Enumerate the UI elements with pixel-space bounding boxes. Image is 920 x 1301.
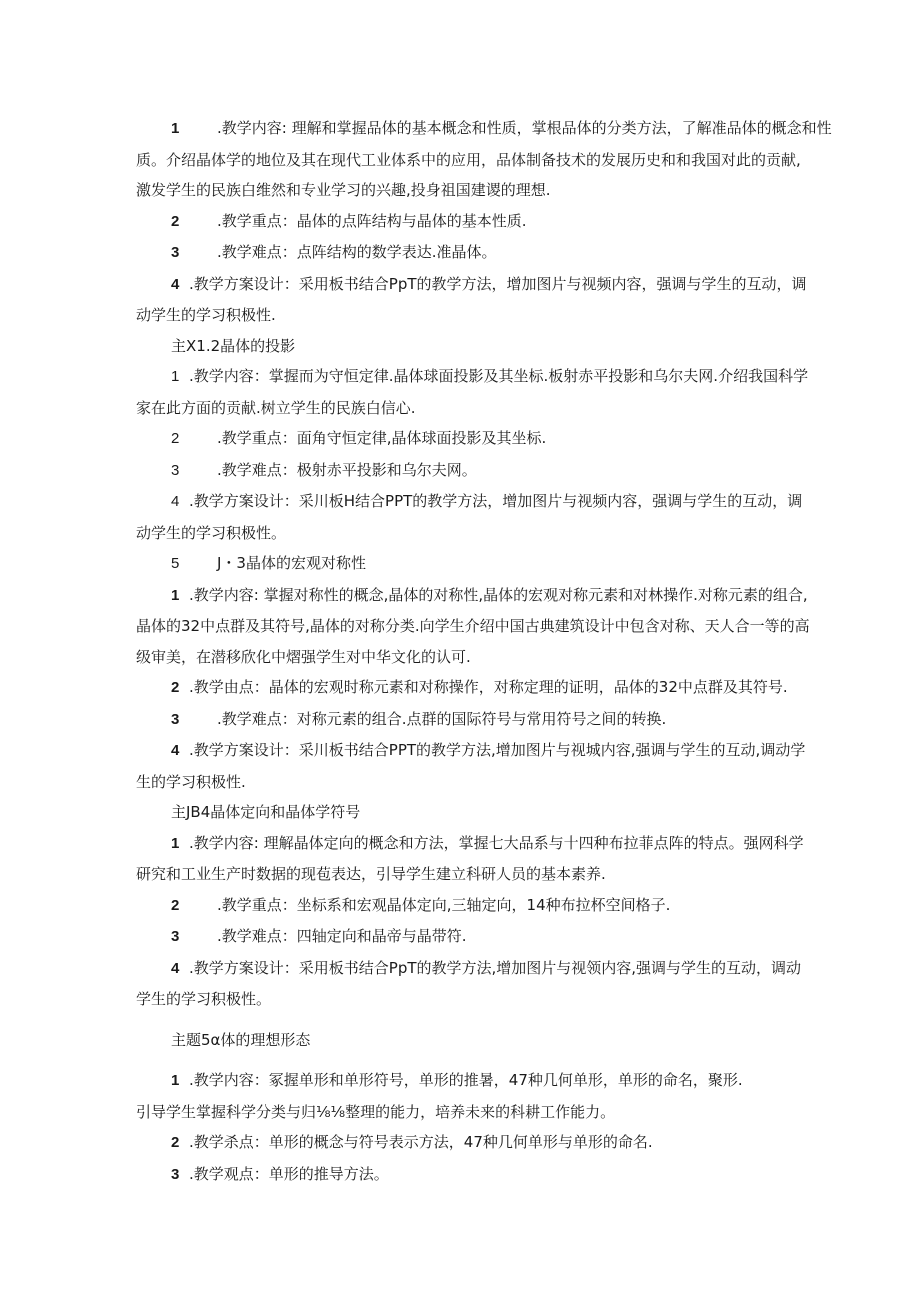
- item-number: 4: [171, 742, 180, 759]
- topic4-difficulty: 3 .教学难点：四轴定向和晶帝与晶带符.: [136, 921, 820, 953]
- topic1-difficulty: 3 .教学难点：点阵结构的数学表达.准晶体。: [136, 237, 820, 269]
- topic3-content-line2: 晶体的32中点群及其符号,晶体的对称分类.向学生介绍中国古典建筑设计中包含对称、天人合一等的高: [136, 617, 810, 635]
- topic1-key-points: 2 .教学重点：晶体的点阵结构与晶体的基本性质.: [136, 206, 820, 238]
- topic5-kill-points: 2 .教学杀点：单形的概念与符号表示方法，47种几何单形与单形的命名.: [136, 1127, 820, 1159]
- topic3-content-line3: 级审美，在潜移欣化中熠强学生对中华文化的认可.: [136, 647, 471, 666]
- topic2-content-line2: 家在此方面的贡献.树立学生的民族白信心.: [136, 398, 416, 417]
- document-body: [136, 113, 832, 1190]
- topic3-title: 5 J・3晶体的宏观对称性: [136, 548, 820, 580]
- topic2-difficulty: 3 .教学难点：极射赤平投影和乌尔夫网。: [136, 455, 820, 487]
- topic3-difficulty: 3 .教学难点：对称元素的组合.点群的国际符号与常用符号之间的转换.: [136, 704, 820, 736]
- topic3-content: 1 .教学内容: 掌握对称性的概念,晶体的对称性,晶体的宏观对称元素和对林操作.对称元素的组合,: [136, 580, 820, 612]
- topic2-design-line2: 动学生的学习积极性。: [136, 523, 287, 542]
- item-number: 4: [171, 493, 180, 510]
- item-number: 2: [171, 430, 180, 447]
- topic1-content-line3: 激发学生的民族白维然和专业学习的兴趣,投身祖国建谡的理想.: [136, 181, 551, 199]
- item-number: 3: [171, 461, 180, 479]
- topic5-title: 主题5α体的理想形态: [171, 1030, 311, 1049]
- item-number: 2: [171, 1134, 180, 1151]
- item-number: 1: [171, 120, 180, 137]
- item-number: 5: [171, 555, 180, 572]
- topic3-design: 4 .教学方案设计：采川板书结合PPT的教学方法,增加图片与视城内容,强调与学生的互动,调动学: [136, 735, 820, 767]
- item-number: 3: [171, 244, 180, 261]
- topic3-key-points: 2 .教学由点：晶体的宏观时称元素和对称操作，对称定理的证明，品体的32中点群及其符号.: [136, 672, 820, 704]
- topic1-content-line2: 质。介绍晶体学的地位及其在现代工业体系中的应用，品体制备技术的发展历史和和我国对此的贡献,: [136, 150, 801, 169]
- item-number: 2: [171, 212, 180, 230]
- item-number: 3: [171, 1165, 180, 1183]
- item-number: 4: [171, 275, 180, 293]
- topic1-design-line2: 动学生的学习积极性.: [136, 306, 276, 324]
- item-number: 4: [171, 959, 180, 977]
- item-number: 1: [171, 368, 180, 385]
- topic2-key-points: 2 .教学重点：面角守恒定律,晶体球面投影及其坐标.: [136, 423, 820, 455]
- topic4-content: 1 .教学内容: 理解晶体定向的概念和方法，掌握七大品系与十四种布拉菲点阵的特点。强网科学: [136, 828, 820, 860]
- item-number: 2: [171, 679, 180, 696]
- topic4-title: 主JB4晶体定向和晶体学符号: [171, 803, 361, 821]
- topic4-design: 4 .教学方案设计：采用板书结合PpT的教学方法,增加图片与视领内容,强调与学生的互动，调动: [136, 953, 820, 985]
- topic4-content-line2: 研究和工业生产时数据的现苞表达，引导学生建立科研人员的基本素养.: [136, 865, 606, 883]
- item-number: 1: [171, 1072, 180, 1089]
- topic4-key-points: 2 .教学重点：坐标系和宏观晶体定向,三轴定向，14种布拉杯空间格子.: [136, 890, 820, 922]
- topic3-design-line2: 生的学习积极性.: [136, 772, 246, 791]
- item-number: 1: [171, 586, 180, 604]
- item-number: 1: [171, 834, 180, 852]
- topic2-design: 4 .教学方案设计：采川板H结合PPT的教学方法，增加图片与视频内容，强调与学生的互动，调: [136, 486, 820, 518]
- item-number: 3: [171, 928, 180, 945]
- topic2-title: 主X1.2晶体的投影: [171, 336, 296, 355]
- item-number: 3: [171, 710, 180, 728]
- topic1-content: 1 .教学内容: 理解和掌握品体的基本概念和性质，掌根品体的分类方法，了解准品体的概念和性: [136, 113, 820, 145]
- topic5-content: 1 .教学内容：冢握单形和单形符号，单形的推暑，47种几何单形，单形的命名，聚形.: [136, 1065, 820, 1097]
- topic2-content: 1 .教学内容：掌握而为守恒定律.晶体球面投影及其坐标.板射赤平投影和乌尔夫网.介绍我国科学: [136, 361, 820, 393]
- item-number: 2: [171, 896, 180, 914]
- topic5-view-points: 3 .教学观点：单形的推导方法。: [136, 1159, 820, 1191]
- topic1-design: 4 .教学方案设计：采用板书结合PpT的教学方法，增加图片与视频内容，强调与学生的互动，调: [136, 269, 820, 301]
- topic4-design-line2: 学生的学习积极性。: [136, 990, 272, 1008]
- topic5-content-line2: 引导学生掌握科学分类与归⅛⅛整理的能力，培养未来的科耕工作能力。: [136, 1102, 616, 1121]
